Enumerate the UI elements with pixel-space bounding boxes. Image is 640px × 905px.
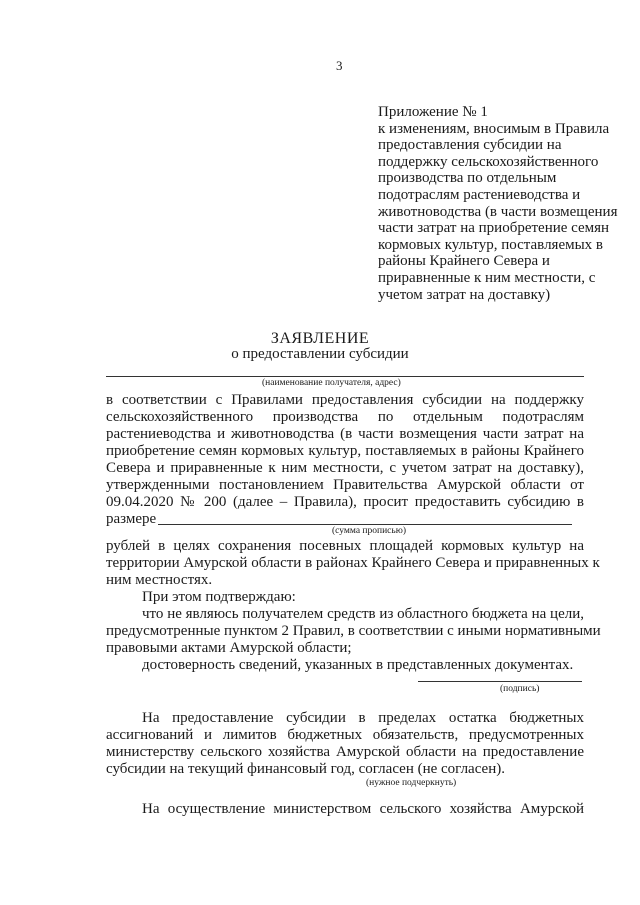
paragraph-line: территории Амурской области в районах Крайнего Севера и приравненных к <box>106 555 600 571</box>
paragraph-line: в соответствии с Правилами предоставления субсидии на поддержку <box>106 392 584 408</box>
appendix-line: предоставления субсидии на <box>378 137 562 154</box>
appendix-line: производства по отдельным <box>378 170 557 187</box>
appendix-line: кормовых культур, поставляемых в <box>378 236 604 253</box>
paragraph-line: субсидии на текущий финансовый год, согласен (не согласен). <box>106 761 505 777</box>
signature-caption: (подпись) <box>500 684 540 694</box>
amount-field-line[interactable] <box>158 524 572 525</box>
confirm-line: правовыми актами Амурской области; <box>106 640 352 656</box>
document-title: ЗАЯВЛЕНИЕ <box>270 330 370 347</box>
paragraph-line: На предоставление субсидии в пределах остатка бюджетных <box>142 710 584 726</box>
paragraph-line: 09.04.2020 № 200 (далее – Правила), просит предоставить субсидию в <box>106 494 584 510</box>
confirm-line: что не являюсь получателем средств из областного бюджета на цели, <box>142 606 584 622</box>
amount-label: размере <box>106 511 157 527</box>
recipient-field-line[interactable] <box>106 376 584 377</box>
appendix-line: приравненные к ним местности, с <box>378 269 596 286</box>
appendix-line: учетом затрат на доставку) <box>378 286 551 303</box>
appendix-line: животноводства (в части возмещения <box>378 203 618 220</box>
appendix-block <box>378 104 618 303</box>
document-subtitle: о предоставлении субсидии <box>231 346 409 362</box>
signature-field-line[interactable] <box>418 681 582 682</box>
paragraph-line: приобретение семян кормовых культур, поставляемых в районы Крайнего <box>106 443 584 459</box>
amount-caption: (сумма прописью) <box>332 526 406 536</box>
appendix-line: части затрат на приобретение семян <box>378 220 610 237</box>
appendix-line: подотраслям растениеводства и <box>378 186 581 203</box>
confirm-intro: При этом подтверждаю: <box>142 589 296 605</box>
confirm-line: достоверность сведений, указанных в представленных документах. <box>142 657 574 673</box>
paragraph-line: ним местностях. <box>106 572 213 588</box>
paragraph-line: ассигнований и лимитов бюджетных обязательств, предусмотренных <box>106 727 584 743</box>
confirm-line: предусмотренные пунктом 2 Правил, в соответствии с иными нормативными <box>106 623 601 639</box>
appendix-line: Приложение № 1 <box>378 104 488 120</box>
recipient-caption: (наименование получателя, адрес) <box>262 378 401 388</box>
appendix-line: поддержку сельскохозяйственного <box>378 153 599 170</box>
appendix-line: к изменениям, вносимым в Правила <box>378 120 610 137</box>
paragraph-line: На осуществление министерством сельского хозяйства Амурской <box>142 801 584 817</box>
paragraph-line: растениеводства и животноводства (в части возмещения части затрат на <box>106 426 584 442</box>
paragraph-line: рублей в целях сохранения посевных площадей кормовых культур на <box>106 538 584 554</box>
appendix-line: районы Крайнего Севера и <box>378 253 550 270</box>
underline-caption: (нужное подчеркнуть) <box>366 778 457 788</box>
paragraph-line: сельскохозяйственного производства по отдельным подотраслям <box>106 409 584 425</box>
paragraph-line: Севера и приравненные к ним местности, с учетом затрат на доставку), <box>106 460 584 476</box>
page-number: 3 <box>336 58 343 73</box>
paragraph-line: утвержденными постановлением Правительства Амурской области от <box>106 477 584 493</box>
paragraph-line: министерству сельского хозяйства Амурской области на предоставление <box>106 744 584 760</box>
